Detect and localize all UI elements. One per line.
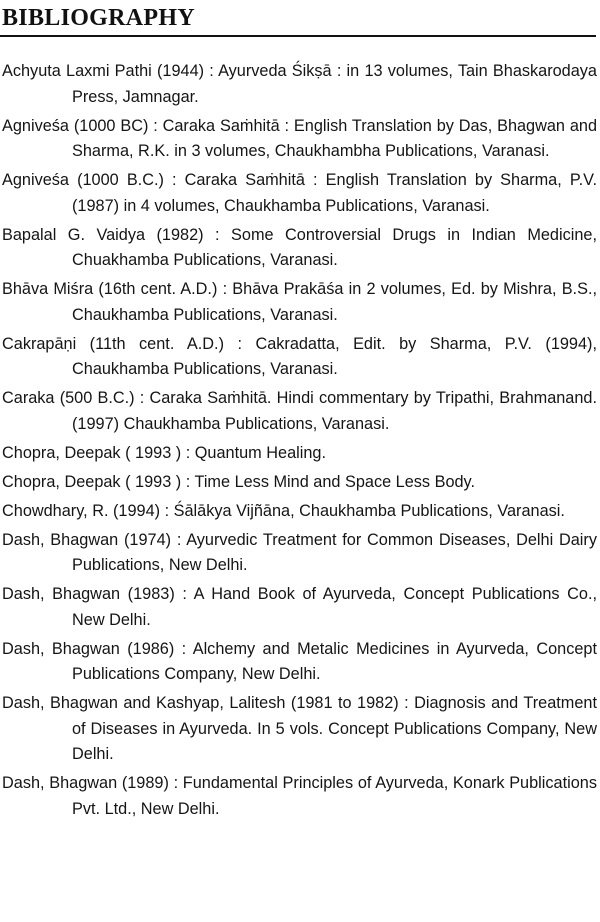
bibliography-entry: Agniveśa (1000 B.C.) : Caraka Saṁhitā : English Translation by Sharma, P.V. (1987) in 4 volumes, Chaukhamba Publications, Varanasi.: [2, 171, 597, 215]
bibliography-list: [2, 59, 597, 826]
bibliography-entry: Achyuta Laxmi Pathi (1944) : Ayurveda Śikṣā : in 13 volumes, Tain Bhaskarodaya Press, Jamnagar.: [2, 62, 597, 106]
bibliography-entry: Chopra, Deepak ( 1993 ) : Quantum Healing.: [2, 443, 326, 462]
bibliography-entry: Caraka (500 B.C.) : Caraka Saṁhitā. Hindi commentary by Tripathi, Brahmanand. (1997) Chaukhamba Publications, Varanasi.: [2, 389, 597, 433]
bibliography-entry: Dash, Bhagwan (1983) : A Hand Book of Ayurveda, Concept Publications Co., New Delhi.: [2, 585, 597, 629]
bibliography-entry: Bapalal G. Vaidya (1982) : Some Controversial Drugs in Indian Medicine, Chuakhamba Publications, Varanasi.: [2, 225, 597, 269]
bibliography-entry: Dash, Bhagwan (1989) : Fundamental Principles of Ayurveda, Konark Publications Pvt. Ltd., New Delhi.: [2, 774, 597, 818]
bibliography-entry: Dash, Bhagwan (1974) : Ayurvedic Treatment for Common Diseases, Delhi Dairy Publications, New Delhi.: [2, 530, 597, 574]
heading-rule: [0, 35, 596, 37]
bibliography-entry: Dash, Bhagwan and Kashyap, Lalitesh (1981 to 1982) : Diagnosis and Treatment of Diseases in Ayurveda. In 5 vols. Concept Publications Company, New Delhi.: [2, 694, 597, 763]
bibliography-entry: Bhāva Miśra (16th cent. A.D.) : Bhāva Prakāśa in 2 volumes, Ed. by Mishra, B.S., Chaukhamba Publications, Varanasi.: [2, 280, 597, 324]
bibliography-entry: Chowdhary, R. (1994) : Śālākya Vijñāna, Chaukhamba Publications, Varanasi.: [2, 501, 565, 520]
bibliography-entry: Chopra, Deepak ( 1993 ) : Time Less Mind and Space Less Body.: [2, 472, 476, 491]
bibliography-entry: Cakrapāṇi (11th cent. A.D.) : Cakradatta, Edit. by Sharma, P.V. (1994), Chaukhamba Publications, Varanasi.: [2, 334, 597, 378]
page-title: BIBLIOGRAPHY: [2, 5, 195, 31]
bibliography-entry: Dash, Bhagwan (1986) : Alchemy and Metalic Medicines in Ayurveda, Concept Publications Company, New Delhi.: [2, 639, 597, 683]
bibliography-entry: Agniveśa (1000 BC) : Caraka Saṁhitā : English Translation by Das, Bhagwan and Sharma, R.K. in 3 volumes, Chaukhambha Publications, Varanasi.: [2, 116, 597, 160]
